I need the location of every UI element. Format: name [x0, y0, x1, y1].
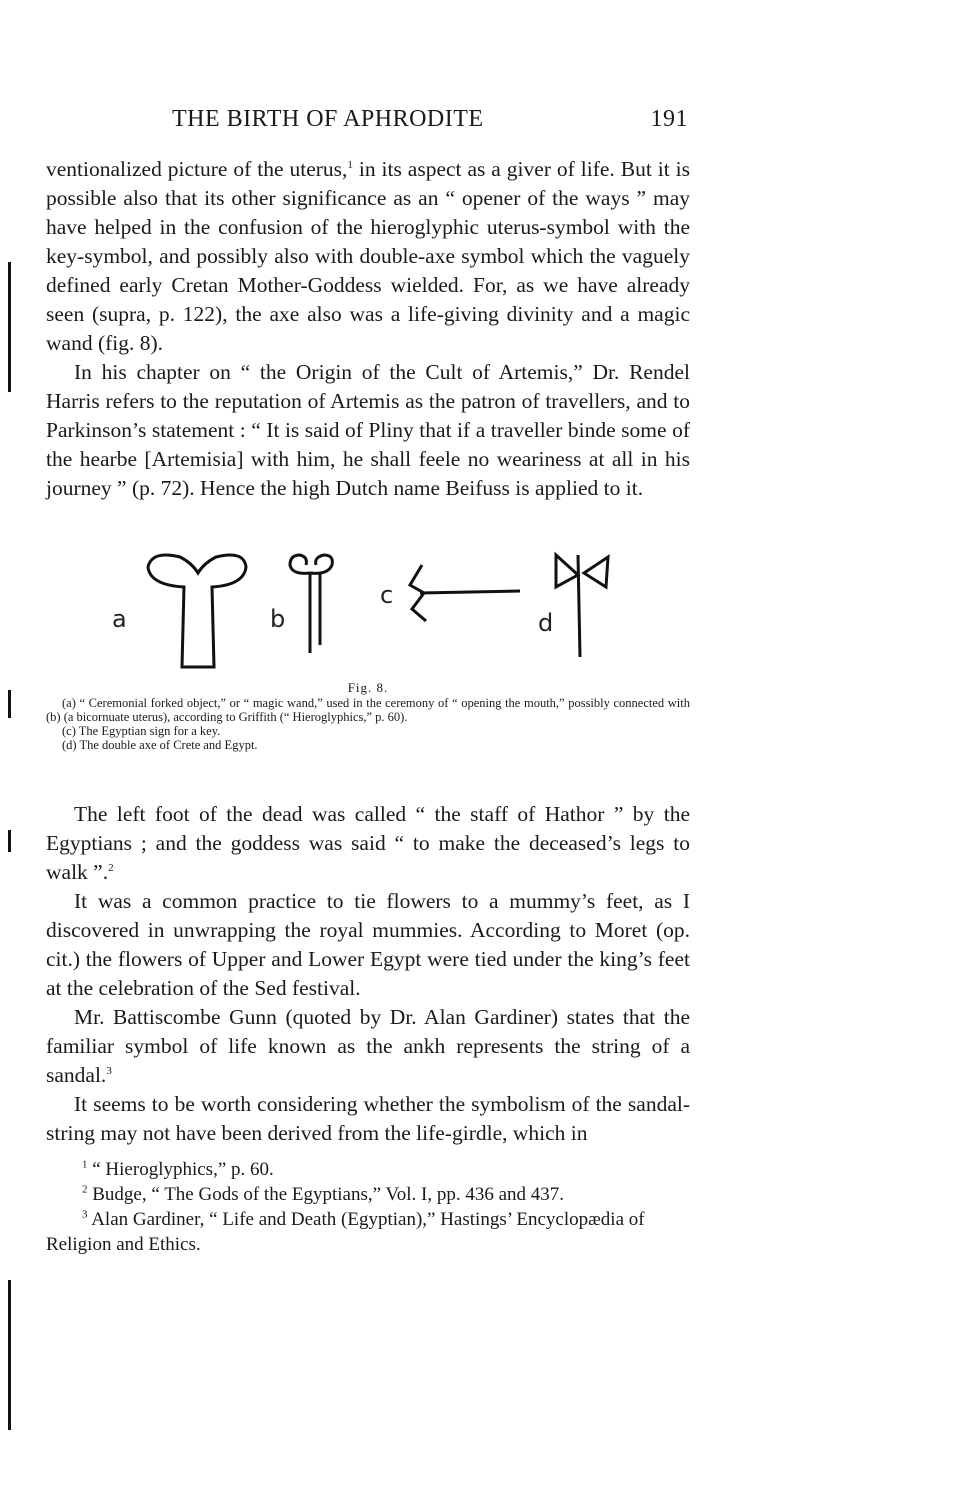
- paragraph-6: It seems to be worth considering whether the symbolism of the sandal-string may not have been derived from the life-girdle, which in: [46, 1092, 690, 1145]
- footnote-1: $^1$ “ Hieroglyphics,” p. 60.: [82, 1158, 274, 1180]
- figure-c-key: [410, 565, 520, 621]
- footnotes: [46, 1157, 690, 1257]
- scan-margin-mark: [8, 690, 11, 718]
- page-number: 191: [650, 106, 688, 132]
- figure-a-forked-object: [148, 555, 246, 667]
- paragraph-5: Mr. Battiscombe Gunn (quoted by Dr. Alan Gardiner) states that the familiar symbol of life known as the ankh represents the string of a sandal.$^3$: [46, 1005, 690, 1087]
- scan-margin-mark: [8, 830, 11, 852]
- paragraph-3: The left foot of the dead was called “ the staff of Hathor ” by the Egyptians ; and the goddess was said “ to make the deceased’s legs to walk ”.$^2$: [46, 802, 690, 884]
- figure-caption-title: Fig. 8.: [347, 680, 389, 695]
- body-text-bottom: [46, 800, 690, 1148]
- footnote-2: $^2$ Budge, “ The Gods of the Egyptians,” Vol. I, pp. 436 and 437.: [82, 1183, 565, 1205]
- scan-margin-mark: [8, 262, 11, 392]
- figure-label-b: b: [270, 605, 286, 633]
- paragraph-4: It was a common practice to tie flowers to a mummy’s feet, as I discovered in unwrapping the royal mummies. According to Moret (op. cit.) the flowers of Upper and Lower Egypt were tied under the king’s feet at the celebration of the Sed festival.: [46, 889, 690, 1000]
- running-title: THE BIRTH OF APHRODITE: [172, 106, 484, 132]
- body-text-top: [46, 155, 690, 503]
- caption-d: (d) The double axe of Crete and Egypt.: [62, 738, 258, 752]
- figure-8: [100, 545, 640, 675]
- caption-a-b: (a) “ Ceremonial forked object,” or “ magic wand,” used in the ceremony of “ opening the mouth,” possibly connected with (b) (a bicornuate uterus), according to Griffith (“ Hieroglyphics,” p. 60).: [46, 696, 690, 724]
- figure-b-bicornuate-uterus: [290, 555, 332, 653]
- figure-label-a: a: [112, 605, 127, 633]
- figure-label-d: d: [538, 609, 554, 637]
- footnote-ref-3: 3: [106, 1064, 112, 1077]
- figure-caption: [46, 696, 690, 752]
- footnote-3: $^3$ Alan Gardiner, “ Life and Death (Egyptian),” Hastings’ Encyclopædia of Religion and Ethics.: [46, 1208, 645, 1255]
- footnote-ref-1: 1: [347, 158, 353, 171]
- paragraph-1: ventionalized picture of the uterus,$^1$ in its aspect as a giver of life. But it is possible also that its other significance as an “ opener of the ways ” may have helped in the confusion of the hieroglyphic uterus-symbol with the key-symbol, and possibly also with double-axe symbol which the vaguely defined early Cretan Mother-Goddess wielded. For, as we have already seen (supra, p. 122), the axe also was a life-giving divinity and a magic wand (fig. 8).: [46, 157, 691, 355]
- scan-margin-mark: [8, 1280, 11, 1430]
- running-header: [172, 106, 688, 140]
- paragraph-2: In his chapter on “ the Origin of the Cult of Artemis,” Dr. Rendel Harris refers to the reputation of Artemis as the patron of travellers, and to Parkinson’s statement : “ It is said of Pliny that if a traveller binde some of the hearbe [Artemisia] with him, he shall feele no weariness at all in his journey ” (p. 72). Hence the high Dutch name Beifuss is applied to it.: [46, 360, 690, 500]
- figure-d-double-axe: [556, 555, 608, 657]
- footnote-ref-2: 2: [108, 861, 114, 874]
- caption-c: (c) The Egyptian sign for a key.: [62, 724, 221, 738]
- figure-drawing: [100, 545, 640, 675]
- figure-label-c: c: [380, 581, 394, 609]
